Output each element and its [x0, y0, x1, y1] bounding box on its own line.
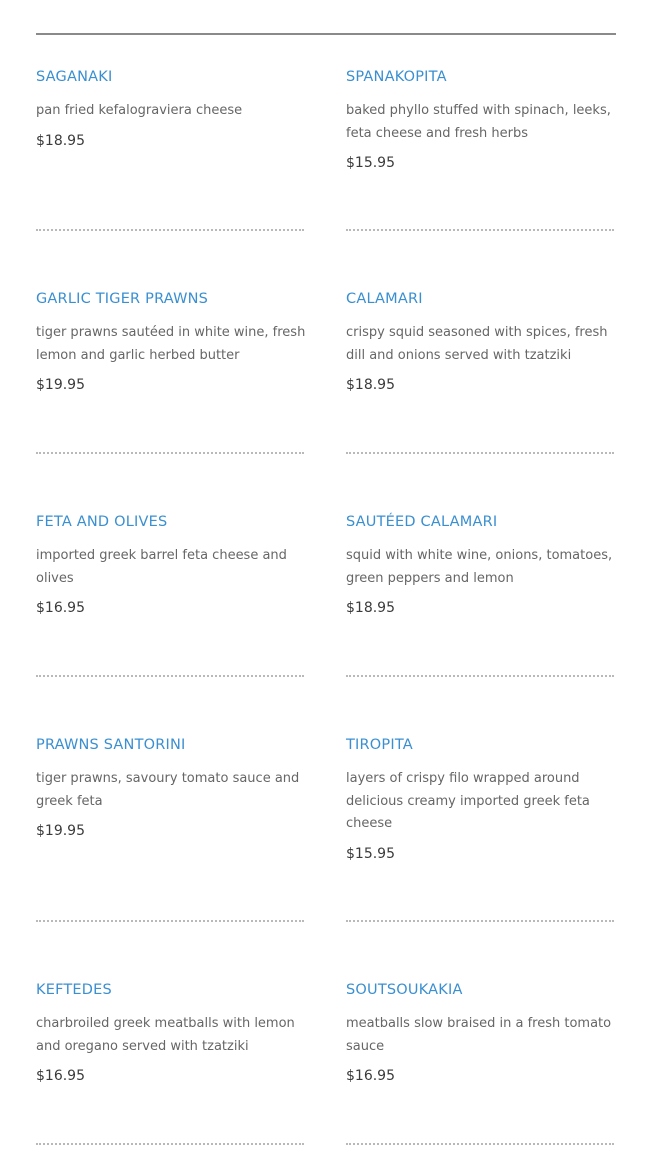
menu-item [36, 980, 306, 1086]
dotted-divider [36, 920, 304, 922]
menu-item-description: crispy squid seasoned with spices, fresh dill and onions served with tzatziki [346, 325, 608, 363]
header-divider [36, 33, 616, 35]
dotted-divider [346, 1143, 614, 1145]
menu-item-price: $19.95 [36, 823, 85, 839]
menu-item-name: TIROPITA [346, 737, 413, 753]
menu-item-name: FETA AND OLIVES [36, 514, 168, 530]
menu-item-name: KEFTEDES [36, 982, 112, 998]
menu-item [36, 735, 306, 841]
dotted-divider [346, 920, 614, 922]
dotted-divider [36, 229, 304, 231]
menu-item-name: PRAWNS SANTORINI [36, 737, 186, 753]
menu-item-price: $18.95 [346, 377, 395, 393]
menu-item-price: $16.95 [36, 1068, 85, 1084]
menu-item-description: charbroiled greek meatballs with lemon and oregano served with tzatziki [36, 1016, 295, 1054]
dotted-divider [346, 229, 614, 231]
menu-item-description: imported greek barrel feta cheese and olives [36, 548, 287, 586]
menu-item [346, 735, 616, 864]
menu-item-name: CALAMARI [346, 291, 423, 307]
menu-item-price: $16.95 [36, 600, 85, 616]
menu-item-description: baked phyllo stuffed with spinach, leeks, feta cheese and fresh herbs [346, 103, 611, 141]
menu-item [346, 67, 616, 173]
menu-item-price: $15.95 [346, 845, 395, 862]
menu-item [346, 980, 616, 1086]
menu-item-name: SOUTSOUKAKIA [346, 982, 463, 998]
menu-item [36, 67, 306, 151]
menu-item-price: $15.95 [346, 155, 395, 171]
menu-item-name: SPANAKOPITA [346, 69, 447, 85]
dotted-divider [36, 1143, 304, 1145]
menu-item [346, 289, 616, 395]
section-title-script [0, 0, 651, 26]
menu-item-price: $16.95 [346, 1068, 395, 1084]
menu-item-name: SAGANAKI [36, 69, 113, 85]
menu-item-price: $19.95 [36, 377, 85, 393]
menu-item-name: GARLIC TIGER PRAWNS [36, 291, 209, 307]
menu-item-price: $18.95 [36, 132, 85, 149]
menu-item-price: $18.95 [346, 600, 395, 616]
menu-item-description: layers of crispy filo wrapped around delicious creamy imported greek feta cheese [346, 771, 590, 831]
dotted-divider [36, 452, 304, 454]
menu-item-description: pan fried kefalograviera cheese [36, 103, 243, 118]
dotted-divider [36, 675, 304, 677]
dotted-divider [346, 675, 614, 677]
menu-item [36, 289, 306, 395]
menu-item-description: squid with white wine, onions, tomatoes, green peppers and lemon [346, 548, 613, 586]
menu-item-description: tiger prawns, savoury tomato sauce and greek feta [36, 771, 300, 809]
dotted-divider [346, 452, 614, 454]
menu-item [36, 512, 306, 618]
menu-item [346, 512, 616, 618]
menu-item-description: meatballs slow braised in a fresh tomato sauce [346, 1016, 612, 1054]
menu-item-description: tiger prawns sautéed in white wine, fresh lemon and garlic herbed butter [36, 325, 306, 363]
menu-item-name: SAUTÉED CALAMARI [346, 514, 498, 530]
